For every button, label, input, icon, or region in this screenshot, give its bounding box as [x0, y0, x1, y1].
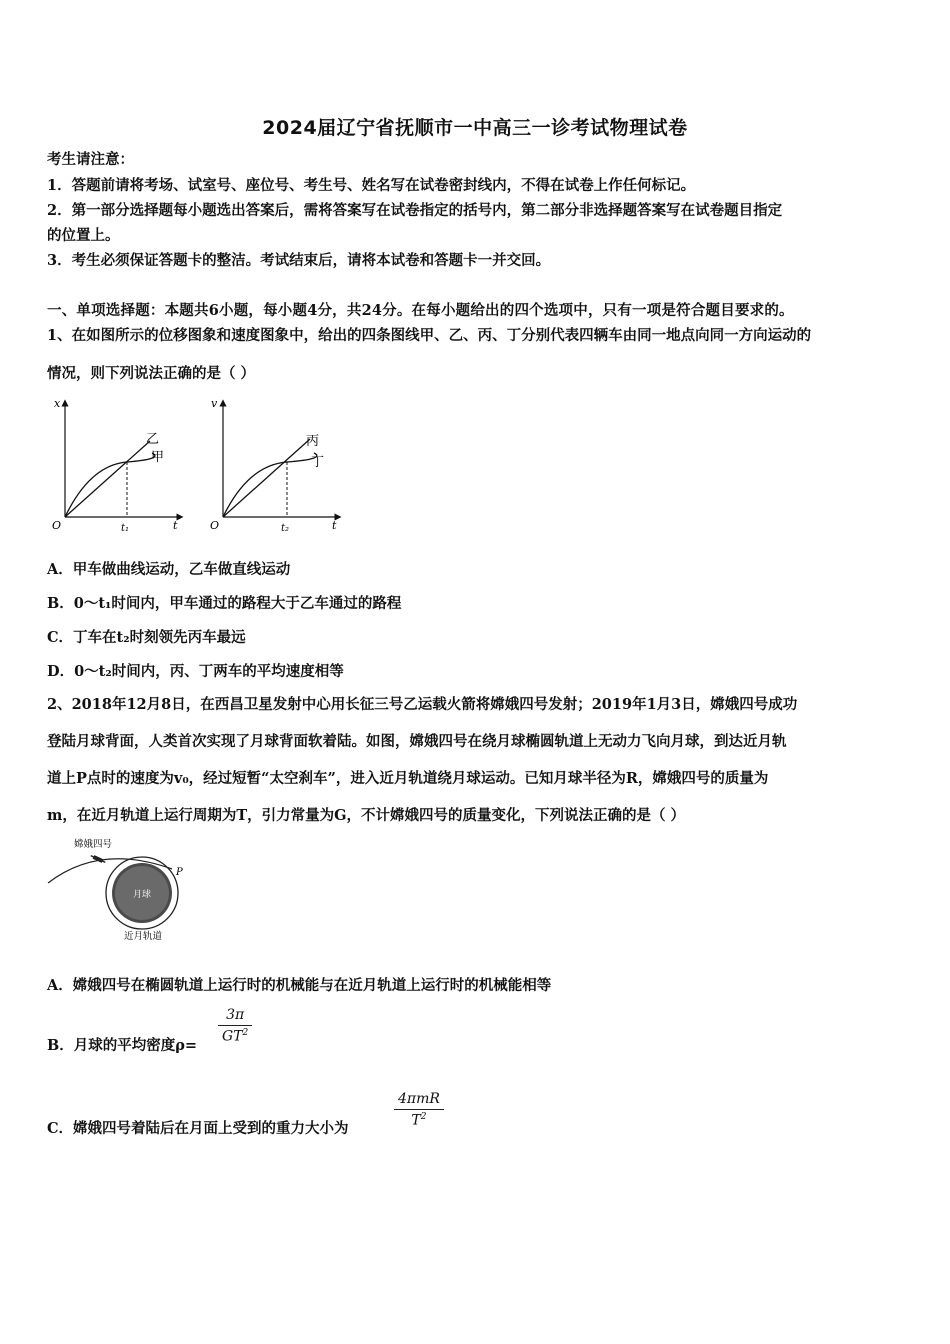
origin-label: O [210, 519, 220, 532]
gravity-fraction: 4πmR $T^2$ [394, 1091, 444, 1129]
x-axis-label: t [173, 519, 178, 532]
q1-option-d: D．0～t₂时间内，丙、丁两车的平均速度相等 [47, 663, 344, 680]
q2-option-a: A．嫦娥四号在椭圆轨道上运行时的机械能与在近月轨道上运行时的机械能相等 [47, 977, 552, 994]
line-bing [223, 439, 310, 517]
density-fraction: 3π $GT^2$ [218, 1007, 252, 1045]
tick-t2: t₂ [281, 523, 290, 534]
q1-option-a: A．甲车做曲线运动，乙车做直线运动 [47, 561, 291, 578]
q1-graphs [40, 395, 360, 540]
q2-stem: 2、2018年12月8日，在西昌卫星发射中心用长征三号乙运载火箭将嫦娥四号发射；2019年1月3日，嫦娥四号成功 [47, 696, 798, 713]
notice-item: 3．考生必须保证答题卡的整洁。考试结束后，请将本试卷和答题卡一并交回。 [47, 252, 551, 269]
origin-label: O [52, 519, 62, 532]
curve-jia [65, 453, 155, 517]
label-yi: 乙 [146, 432, 160, 447]
velocity-graph [210, 397, 338, 534]
y-axis-label: x [54, 397, 61, 410]
q1-stem: 情况，则下列说法正确的是（ ） [47, 365, 256, 382]
q2-option-c: C．嫦娥四号着陆后在月面上受到的重力大小为 [47, 1120, 349, 1137]
q1-stem: 1、在如图所示的位移图象和速度图象中，给出的四条图线甲、乙、丙、丁分别代表四辆车由同一地点向同一方向运动的 [47, 327, 812, 344]
notice-item: 1．答题前请将考场、试室号、座位号、考生号、姓名写在试卷密封线内，不得在试卷上作任何标记。 [47, 177, 696, 194]
label-bing: 丙 [306, 434, 320, 449]
q2-stem: 道上P点时的速度为v₀，经过短暂“太空刹车”，进入近月轨道绕月球运动。已知月球半径为R，嫦娥四号的质量为 [47, 770, 769, 787]
probe-icon [90, 854, 106, 864]
notice-item: 2．第一部分选择题每小题选出答案后，需将答案写在试卷指定的括号内，第二部分非选择题答案写在试卷题目指定 [47, 202, 783, 219]
q2-orbit-figure [40, 835, 200, 945]
section-heading: 一、单项选择题：本题共6小题，每小题4分，共24分。在每小题给出的四个选项中，只有一项是符合题目要求的。 [47, 302, 794, 319]
displacement-graph [52, 397, 180, 534]
q1-option-c: C．丁车在t₂时刻领先丙车最远 [47, 629, 246, 646]
point-p-label: P [176, 867, 183, 878]
notice-item: 的位置上。 [47, 227, 120, 244]
label-jia: 甲 [151, 450, 165, 465]
label-ding: 丁 [311, 455, 325, 470]
y-axis-label: v [211, 397, 218, 410]
q2-stem: m，在近月轨道上运行周期为T，引力常量为G，不计嫦娥四号的质量变化，下列说法正确的是（ ） [47, 807, 686, 824]
q2-stem: 登陆月球背面，人类首次实现了月球背面软着陆。如图，嫦娥四号在绕月球椭圆轨道上无动力飞向月球，到达近月轨 [47, 733, 787, 750]
orbit-label: 近月轨道 [124, 931, 163, 942]
tick-t1: t₁ [121, 523, 130, 534]
q1-option-b: B．0～t₁时间内，甲车通过的路程大于乙车通过的路程 [47, 595, 402, 612]
x-axis-label: t [332, 519, 337, 532]
line-yi [65, 441, 150, 517]
moon-label: 月球 [133, 890, 152, 900]
notice-heading: 考生请注意： [47, 151, 134, 168]
curve-ding [223, 453, 317, 517]
q2-option-b: B．月球的平均密度ρ= [47, 1037, 198, 1054]
probe-label: 嫦娥四号 [74, 839, 113, 850]
page-title: 2024届辽宁省抚顺市一中高三一诊考试物理试卷 [262, 117, 688, 139]
